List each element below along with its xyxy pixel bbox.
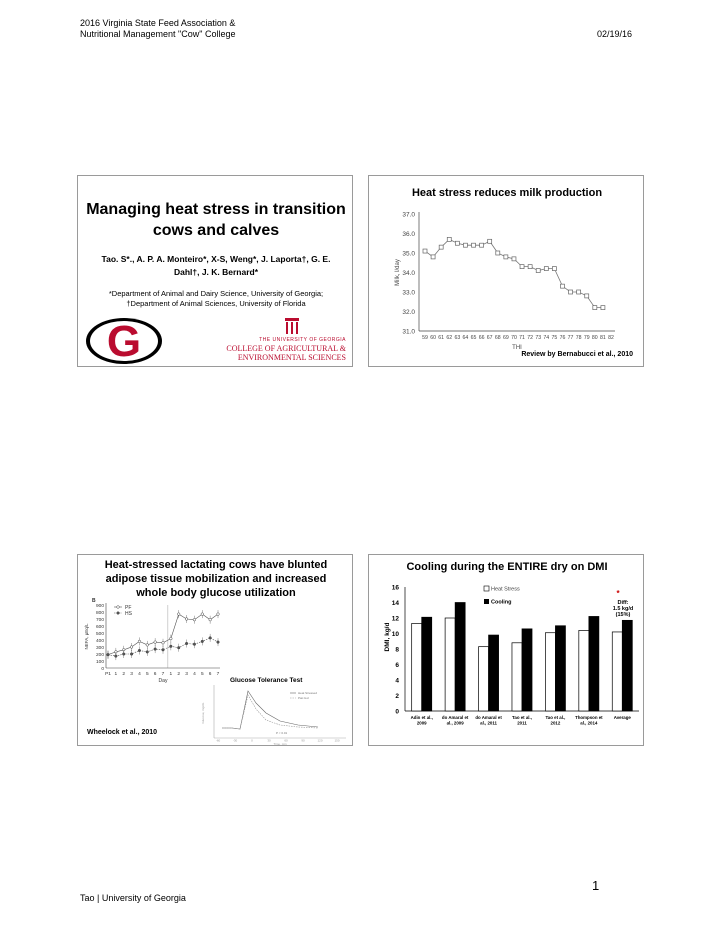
slide3-title-line1: Heat-stressed lactating cows have blunted — [104, 559, 328, 571]
milk-point — [601, 306, 605, 310]
milk-x-tick: 81 — [600, 335, 606, 341]
dmi-x-label-line2: al., 2014 — [580, 720, 598, 726]
affil-line2: †Department of Animal Sciences, University of Florida — [126, 299, 306, 308]
nefa-point-hs — [107, 653, 110, 656]
dmi-x-label-line2: al., 2011 — [480, 720, 498, 726]
nefa-point-hs — [138, 649, 141, 652]
header-title — [80, 18, 235, 40]
dmi-bar-cooling — [489, 635, 499, 711]
milk-point — [447, 237, 451, 241]
nefa-y-tick: 800 — [95, 610, 104, 616]
gtt-title: Glucose Tolerance Test — [230, 677, 303, 684]
milk-x-tick: 78 — [575, 335, 582, 341]
dmi-legend-cool-swatch — [484, 599, 489, 604]
milk-x-tick: 70 — [511, 335, 517, 341]
nefa-y-tick: 400 — [95, 638, 104, 644]
dmi-ylabel: DMI, kg/d — [384, 622, 391, 652]
dmi-bar-heat-stress — [412, 623, 422, 711]
nefa-y-tick: 900 — [95, 603, 104, 609]
gtt-chart — [200, 683, 350, 745]
nefa-point-hs — [154, 648, 157, 651]
dmi-bar-heat-stress — [612, 632, 622, 711]
milk-x-tick: 69 — [502, 335, 509, 341]
dmi-y-tick: 6 — [395, 662, 399, 669]
nefa-x-tick: 3 — [130, 672, 133, 677]
dmi-x-label-line1: do Amaral et — [441, 715, 469, 720]
nefa-x-tick: P1 — [105, 672, 111, 677]
dmi-x-label-line2: al., 2009 — [446, 720, 464, 726]
gtt-xlabel: Time, min — [273, 742, 287, 745]
dmi-y-tick: 10 — [391, 631, 399, 638]
milk-chart — [369, 176, 644, 367]
milk-x-tick: 80 — [591, 335, 598, 341]
milk-point — [560, 284, 564, 288]
gtt-x-tick: 90 — [301, 738, 305, 743]
milk-y-tick: 31.0 — [402, 328, 415, 336]
slide2-title: Heat stress reduces milk production — [411, 187, 603, 199]
slide1-title-line1: Managing heat stress in transition — [86, 201, 346, 218]
slide3-title-line3: whole body glucose utilization — [136, 587, 296, 599]
milk-point — [480, 243, 484, 247]
nefa-point-pf — [170, 637, 173, 640]
nefa-x-tick: 7 — [161, 672, 165, 677]
milk-point — [577, 290, 581, 294]
nefa-y-tick: 700 — [95, 617, 104, 623]
nefa-y-tick: 200 — [95, 652, 104, 658]
header-line-2: Nutritional Management "Cow" College — [80, 29, 236, 39]
milk-x-tick: 65 — [470, 335, 477, 341]
nefa-x-tick: 2 — [122, 672, 126, 677]
gtt-legend-1: Heat Stressed — [298, 691, 318, 695]
dmi-legend-hs-swatch — [484, 586, 489, 591]
nefa-panel-letter: B — [92, 598, 96, 604]
milk-x-tick: 79 — [583, 335, 590, 341]
nefa-legend-pf: PF — [125, 604, 132, 611]
milk-x-tick: 68 — [494, 335, 501, 341]
nefa-legend-pf-marker — [117, 606, 120, 609]
nefa-x-tick: 4 — [138, 672, 141, 677]
dmi-bar-cooling — [589, 616, 599, 711]
dmi-x-label-line2: 2012 — [550, 720, 561, 726]
dmi-diff-line2: 1.5 kg/d — [612, 606, 634, 612]
nefa-point-hs — [130, 653, 133, 656]
nefa-point-hs — [217, 641, 220, 644]
dmi-y-tick: 4 — [395, 677, 399, 685]
wordmark-line1: THE UNIVERSITY OF GEORGIA — [259, 337, 346, 343]
milk-x-tick: 77 — [567, 335, 574, 341]
nefa-x-tick: 3 — [185, 672, 188, 677]
milk-point — [455, 241, 459, 245]
milk-xlabel: THI — [512, 345, 522, 351]
college-wordmark — [218, 337, 346, 362]
nefa-legend-hs: HS — [125, 610, 132, 617]
gtt-x-tick: 150 — [334, 738, 340, 743]
nefa-point-hs — [177, 646, 180, 649]
milk-x-tick: 63 — [454, 335, 461, 341]
dmi-bar-cooling — [522, 629, 532, 711]
milk-x-tick: 76 — [559, 335, 566, 341]
dmi-significance-star: * — [616, 589, 620, 598]
wordmark-line2: COLLEGE OF AGRICULTURAL & — [226, 344, 346, 353]
dmi-y-tick: 16 — [391, 584, 399, 592]
nefa-x-tick: 1 — [169, 672, 173, 677]
nefa-y-tick: 300 — [95, 645, 104, 651]
nefa-y-tick: 100 — [95, 659, 104, 665]
uga-g-logo — [84, 316, 164, 367]
milk-x-tick: 67 — [486, 335, 493, 341]
dmi-y-tick: 8 — [395, 646, 399, 654]
nefa-x-tick: 4 — [193, 672, 196, 677]
milk-point — [504, 255, 508, 259]
gtt-legend-2: Pair-fed — [298, 696, 309, 700]
nefa-point-pf — [146, 644, 149, 647]
dmi-bar-heat-stress — [479, 647, 489, 711]
header-line-1: 2016 Virginia State Feed Association & — [80, 18, 236, 28]
dmi-x-label-line1: Thompson et — [575, 715, 603, 720]
milk-y-tick: 35.0 — [402, 250, 415, 258]
nefa-point-hs — [146, 651, 149, 654]
nefa-point-pf — [193, 618, 196, 621]
dmi-x-label-line1: Average — [613, 715, 631, 720]
nefa-ylabel: NEFA, μEq/L — [84, 623, 89, 650]
nefa-x-tick: 5 — [200, 672, 204, 677]
page-number: 1 — [592, 878, 600, 893]
slide-milk — [368, 175, 644, 367]
slide4-title: Cooling during the ENTIRE dry on DMI — [406, 561, 608, 573]
gtt-line-pf — [222, 695, 318, 729]
dmi-y-tick: 0 — [395, 708, 399, 716]
nefa-point-hs — [209, 637, 212, 640]
dmi-bar-cooling — [555, 626, 565, 711]
slide-nefa — [77, 554, 353, 746]
nefa-point-pf — [201, 613, 204, 616]
milk-y-tick: 36.0 — [402, 231, 415, 238]
milk-y-tick: 37.0 — [402, 211, 415, 219]
nefa-point-hs — [162, 649, 165, 652]
milk-point — [552, 267, 556, 271]
nefa-x-tick: 6 — [208, 672, 212, 677]
milk-x-tick: 73 — [535, 335, 542, 341]
nefa-point-pf — [185, 618, 188, 621]
dmi-x-label-line2: 2011 — [517, 720, 527, 726]
dmi-bar-cooling — [422, 617, 432, 711]
nefa-legend-hs-marker — [117, 612, 120, 615]
nefa-point-hs — [170, 645, 173, 648]
milk-point — [585, 294, 589, 298]
dmi-legend-cool: Cooling — [491, 599, 512, 606]
slide3-citation: Wheelock et al., 2010 — [87, 729, 158, 736]
dmi-x-label-line1: Tao et al., — [545, 715, 566, 720]
authors-line2: Dahl†, J. K. Bernard* — [173, 267, 259, 277]
header-date: 02/19/16 — [597, 29, 633, 39]
nefa-point-hs — [201, 640, 204, 643]
milk-point — [528, 265, 532, 269]
nefa-y-tick: 0 — [101, 666, 104, 672]
milk-point — [439, 245, 443, 249]
nefa-point-hs — [115, 655, 118, 658]
slide2-citation: Review by Bernabucci et al., 2010 — [521, 351, 633, 358]
milk-x-tick: 71 — [519, 335, 525, 341]
milk-point — [569, 290, 573, 294]
milk-point — [536, 269, 540, 273]
dmi-bar-cooling — [455, 603, 465, 712]
slide-dmi — [368, 554, 644, 746]
milk-point — [431, 255, 435, 259]
gtt-x-tick: 120 — [317, 738, 323, 743]
nefa-y-tick: 600 — [95, 624, 104, 630]
milk-point — [520, 265, 524, 269]
dmi-x-label-line2: 2009 — [416, 720, 427, 726]
dmi-diff-line1: Diff: — [617, 600, 629, 606]
dmi-chart — [369, 555, 644, 746]
milk-series-line — [425, 239, 603, 307]
dmi-y-tick: 14 — [391, 600, 399, 607]
milk-point — [593, 306, 597, 310]
milk-y-tick: 32.0 — [402, 309, 415, 316]
milk-x-tick: 62 — [446, 335, 453, 341]
dmi-y-tick: 2 — [395, 693, 399, 700]
dmi-bar-cooling — [622, 620, 632, 711]
milk-point — [472, 243, 476, 247]
milk-x-tick: 75 — [551, 335, 558, 341]
logo-letter: G — [106, 317, 142, 366]
milk-x-tick: 61 — [438, 335, 445, 341]
milk-point — [544, 267, 548, 271]
nefa-point-pf — [138, 640, 141, 643]
affil-line1: *Department of Animal and Dairy Science, University of Georgia; — [108, 289, 324, 298]
nefa-x-tick: 7 — [216, 672, 220, 677]
milk-x-tick: 72 — [527, 335, 534, 341]
slide1-title-line2: cows and calves — [152, 222, 280, 239]
slide3-title-line2: adipose tissue mobilization and increased — [105, 573, 327, 585]
dmi-bar-heat-stress — [579, 630, 589, 711]
gtt-p-value: P < 0.01 — [276, 731, 288, 735]
nefa-x-tick: 2 — [177, 672, 181, 677]
milk-y-tick: 33.0 — [402, 289, 415, 297]
nefa-point-pf — [162, 642, 165, 645]
nefa-point-pf — [130, 646, 133, 649]
authors-line1: Tao. S*., A. P. A. Monteiro*, X-S, Weng*, J. Laporta†, G. E. — [101, 254, 331, 264]
milk-y-tick: 34.0 — [402, 270, 415, 277]
nefa-point-pf — [209, 618, 212, 621]
gtt-ylabel: Glucose, mg/dL — [201, 702, 205, 724]
nefa-xlabel: Day — [158, 678, 168, 684]
slide-title — [77, 175, 353, 367]
arch-icon — [284, 317, 300, 335]
nefa-point-hs — [193, 643, 196, 646]
dmi-legend-hs: Heat Stress — [491, 586, 520, 593]
wordmark-line3: ENVIRONMENTAL SCIENCES — [237, 353, 346, 362]
slide1-authors — [78, 253, 353, 279]
milk-x-tick: 59 — [422, 335, 428, 341]
milk-ylabel: Milk, l/day — [395, 259, 401, 286]
nefa-point-hs — [122, 653, 125, 656]
slide1-affiliations — [78, 289, 353, 309]
milk-x-tick: 74 — [543, 335, 550, 341]
milk-x-tick: 60 — [430, 335, 436, 341]
gtt-x-tick: -60 — [215, 738, 221, 743]
nefa-x-tick: 1 — [114, 672, 118, 677]
nefa-x-tick: 6 — [153, 672, 157, 677]
milk-x-tick: 64 — [462, 335, 469, 341]
gtt-x-tick: 0 — [251, 738, 253, 743]
gtt-x-tick: 30 — [267, 738, 271, 743]
nefa-x-tick: 5 — [145, 672, 149, 677]
dmi-diff-line3: (15%) — [615, 612, 631, 618]
footer-text: Tao | University of Georgia — [80, 893, 186, 903]
dmi-bar-heat-stress — [512, 643, 522, 711]
nefa-point-pf — [154, 641, 157, 644]
dmi-bar-heat-stress — [445, 618, 455, 711]
gtt-x-tick: 60 — [284, 738, 288, 743]
nefa-point-pf — [177, 613, 180, 616]
slide1-title — [78, 199, 353, 241]
nefa-point-pf — [217, 613, 220, 616]
milk-point — [423, 249, 427, 253]
nefa-y-tick: 500 — [95, 631, 104, 637]
dmi-bar-heat-stress — [545, 633, 555, 711]
milk-point — [463, 243, 467, 247]
milk-point — [488, 239, 492, 243]
dmi-x-label-line1: Tao et al., — [512, 715, 532, 720]
milk-x-tick: 66 — [478, 335, 485, 341]
dmi-y-tick: 12 — [391, 615, 399, 623]
milk-point — [496, 251, 500, 255]
gtt-x-tick: -30 — [232, 738, 238, 743]
dmi-x-label-line1: do Amaral et — [475, 715, 502, 720]
nefa-point-hs — [185, 642, 188, 645]
milk-x-tick: 82 — [608, 335, 614, 341]
dmi-x-label-line1: Adin et al., — [410, 715, 433, 720]
milk-point — [512, 257, 516, 261]
